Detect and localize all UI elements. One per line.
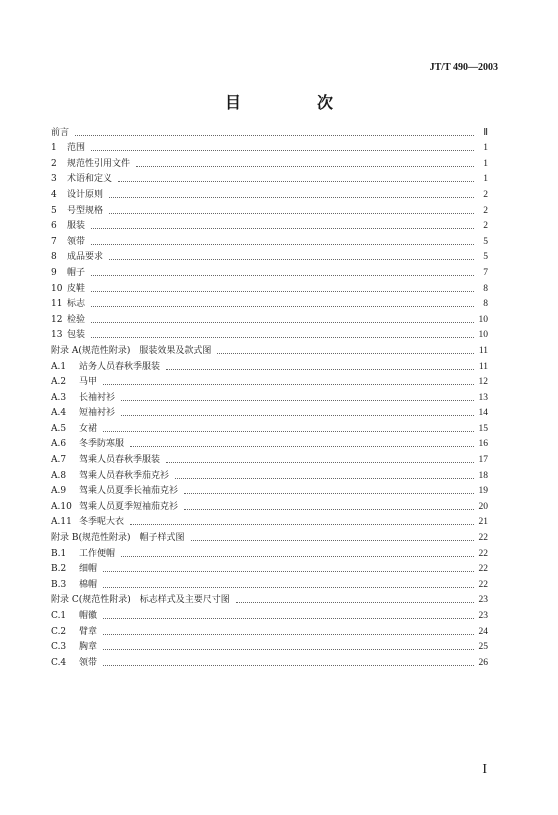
dot-leader	[184, 509, 474, 510]
toc-entry-label: 细帽	[79, 564, 98, 575]
toc-entry-page: 18	[478, 470, 488, 481]
toc-entry-number: C.1	[51, 611, 67, 621]
page-title: 目 次	[224, 93, 363, 112]
toc-entry-page: 17	[478, 455, 488, 466]
toc-entry-page: 24	[478, 626, 488, 637]
toc-entry-page: 15	[478, 423, 488, 434]
toc-entry-number: B.2	[51, 564, 67, 575]
toc-entry-page: 2	[483, 205, 488, 216]
toc-entry-number: B.1	[51, 548, 67, 559]
toc-entry-page: 2	[483, 221, 488, 232]
toc-entry-number: A.11	[51, 517, 72, 528]
toc-entry[interactable]	[51, 263, 488, 279]
toc-entry[interactable]	[51, 170, 488, 186]
toc-entry[interactable]	[51, 201, 488, 217]
toc-entry[interactable]	[51, 217, 488, 233]
toc-entry-label: 包装	[67, 330, 86, 341]
dot-leader	[166, 369, 474, 370]
toc-entry-number: 6	[51, 221, 57, 232]
toc-entry-label: 棉帽	[79, 579, 98, 590]
toc-entry-page: 1	[483, 174, 488, 185]
toc-entry-label: 冬季防寒服	[79, 439, 125, 450]
toc-entry-number: C.2	[51, 626, 67, 637]
toc-entry[interactable]	[51, 123, 488, 139]
toc-entry-number: A.2	[51, 377, 67, 388]
toc-entry-page: Ⅱ	[483, 127, 488, 138]
dot-leader	[217, 353, 474, 354]
toc-entry-page: 11	[478, 345, 488, 356]
toc-entry[interactable]	[51, 295, 488, 311]
toc-entry-page: 7	[483, 267, 488, 278]
dot-leader	[130, 446, 474, 447]
toc-entry[interactable]	[51, 466, 488, 482]
dot-leader	[91, 228, 474, 229]
toc-entry-page: 22	[478, 579, 488, 590]
dot-leader	[91, 306, 474, 307]
toc-entry-page: 23	[478, 595, 488, 606]
toc-entry-number: B.3	[51, 579, 67, 590]
toc-entry-label: 帽徽	[79, 611, 98, 621]
toc-entry[interactable]	[51, 279, 488, 295]
toc-entry-number: 7	[51, 236, 57, 247]
toc-entry-label: 附录 C(规范性附录) 标志样式及主要尺寸图	[51, 595, 230, 606]
toc-entry-number: C.4	[51, 657, 67, 668]
toc-entry-page: 12	[478, 377, 488, 388]
toc-entry[interactable]	[51, 419, 488, 435]
toc-entry-number: 2	[51, 158, 57, 169]
toc-entry[interactable]	[51, 435, 488, 451]
toc-entry-number: A.5	[51, 423, 67, 434]
toc-entry-page: 21	[478, 517, 488, 528]
dot-leader	[191, 540, 475, 541]
dot-leader	[184, 493, 474, 494]
toc-entry-label: 驾乘人员夏季长袖茄克衫	[79, 486, 179, 497]
dot-leader	[118, 181, 474, 182]
toc-entry-page: 14	[478, 408, 488, 419]
toc-entry-label: 臂章	[79, 626, 98, 637]
toc-entry-page: 16	[478, 439, 488, 450]
toc-entry[interactable]	[51, 528, 488, 544]
toc-entry-number: 11	[51, 299, 63, 310]
dot-leader	[175, 478, 474, 479]
toc-entry-label: 皮鞋	[67, 283, 86, 294]
dot-leader	[103, 649, 474, 650]
toc-entry-page: 13	[478, 392, 488, 403]
toc-entry-label: 附录 A(规范性附录) 服装效果及款式图	[51, 345, 212, 356]
dot-leader	[136, 166, 474, 167]
toc-entry-number: A.7	[51, 455, 67, 466]
dot-leader	[91, 337, 474, 338]
toc-entry-label: 马甲	[79, 377, 98, 388]
toc-entry[interactable]	[51, 139, 488, 155]
toc-entry[interactable]	[51, 560, 488, 576]
toc-entry-number: A.9	[51, 486, 67, 497]
dot-leader	[103, 634, 474, 635]
toc-entry[interactable]	[51, 606, 488, 622]
dot-leader	[121, 400, 474, 401]
toc-entry-page: 22	[478, 548, 488, 559]
toc-entry-page: 25	[478, 642, 488, 653]
dot-leader	[109, 197, 474, 198]
toc-entry-label: 驾乘人员春秋季服装	[79, 455, 161, 466]
toc-entry-page: 1	[483, 143, 488, 154]
dot-leader	[121, 556, 474, 557]
toc-entry-label: 冬季呢大衣	[79, 517, 125, 528]
toc-entry-label: 短袖衬衫	[79, 408, 116, 419]
toc-entry-page: 11	[478, 361, 488, 372]
toc-entry-number: A.8	[51, 470, 67, 481]
toc-entry-page: 22	[478, 564, 488, 575]
toc-entry-number: A.10	[51, 501, 72, 512]
toc-entry-page: 5	[483, 252, 488, 263]
toc-entry[interactable]	[51, 513, 488, 529]
dot-leader	[103, 665, 474, 666]
toc-entry-number: 10	[51, 283, 63, 294]
toc-entry[interactable]	[51, 591, 488, 607]
toc-entry[interactable]	[51, 497, 488, 513]
dot-leader	[91, 275, 474, 276]
toc-entry-page: 5	[483, 236, 488, 247]
dot-leader	[91, 244, 474, 245]
dot-leader	[236, 602, 474, 603]
toc-entry-label: 标志	[67, 299, 86, 310]
toc-entry[interactable]	[51, 373, 488, 389]
toc-entry[interactable]	[51, 575, 488, 591]
toc-entry-page: 8	[483, 299, 488, 310]
toc-entry-page: 1	[483, 158, 488, 169]
dot-leader	[109, 259, 474, 260]
toc-entry-label: 成品要求	[67, 252, 104, 263]
page-number: I	[482, 762, 487, 777]
toc-entry[interactable]	[51, 653, 488, 669]
toc-entry-number: 9	[51, 267, 57, 278]
toc-entry-page: 2	[483, 189, 488, 200]
toc-entry[interactable]	[51, 388, 488, 404]
toc-entry-label: 服装	[67, 221, 86, 232]
toc-entry-label: 女裙	[79, 423, 98, 434]
toc-entry[interactable]	[51, 154, 488, 170]
toc-entry-number: 1	[51, 143, 57, 154]
toc-entry-label: 领带	[67, 236, 86, 247]
dot-leader	[103, 384, 474, 385]
toc-entry-number: 4	[51, 189, 57, 200]
toc-entry-label: 检验	[67, 314, 86, 325]
dot-leader	[91, 291, 474, 292]
toc-entry-page: 19	[478, 486, 488, 497]
toc-entry-label: 工作便帽	[79, 548, 116, 559]
dot-leader	[130, 524, 474, 525]
toc-entry-number: 8	[51, 252, 57, 263]
toc-entry-label: 设计原则	[67, 189, 104, 200]
toc-entry-label: 站务人员春秋季服装	[79, 361, 161, 372]
dot-leader	[166, 462, 474, 463]
toc-entry-page: 20	[478, 501, 488, 512]
toc-entry-page: 8	[483, 283, 488, 294]
toc-entry-number: 13	[51, 330, 63, 341]
toc-entry-page: 10	[478, 314, 488, 325]
toc-entry-number: A.4	[51, 408, 67, 419]
toc-entry-label: 规范性引用文件	[67, 158, 131, 169]
toc-entry-number: 5	[51, 205, 57, 216]
toc-entry-label: 帽子	[67, 267, 86, 278]
dot-leader	[103, 431, 474, 432]
toc-entry[interactable]	[51, 404, 488, 420]
toc-entry-label: 范围	[67, 143, 86, 154]
toc-entry[interactable]	[51, 357, 488, 373]
toc-entry-label: 领带	[79, 657, 98, 668]
toc-entry-label: 前言	[51, 127, 70, 138]
toc-entry[interactable]	[51, 638, 488, 654]
dot-leader	[121, 415, 474, 416]
toc-entry-page: 23	[478, 611, 488, 621]
toc-entry[interactable]	[51, 248, 488, 264]
toc-entry[interactable]	[51, 450, 488, 466]
standard-code: JT/T 490—2003	[429, 62, 498, 73]
toc-entry[interactable]	[51, 622, 488, 638]
toc-entry-number: C.3	[51, 642, 67, 653]
dot-leader	[109, 213, 474, 214]
toc-entry-number: 3	[51, 174, 57, 185]
toc-entry-label: 术语和定义	[67, 174, 113, 185]
toc-entry-number: 12	[51, 314, 63, 325]
toc-entry-page: 10	[478, 330, 488, 341]
dot-leader	[103, 571, 474, 572]
toc-entry-number: A.6	[51, 439, 67, 450]
dot-leader	[75, 135, 474, 136]
toc-entry-page: 26	[478, 657, 488, 668]
toc-entry[interactable]	[51, 544, 488, 560]
dot-leader	[91, 150, 474, 151]
toc-entry[interactable]	[51, 232, 488, 248]
toc-entry-page: 22	[478, 533, 488, 544]
toc-entry[interactable]	[51, 341, 488, 357]
toc-entry-label: 胸章	[79, 642, 98, 653]
toc-entry-label: 驾乘人员夏季短袖茄克衫	[79, 501, 179, 512]
toc-entry-label: 长袖衬衫	[79, 392, 116, 403]
table-of-contents	[51, 123, 488, 669]
toc-entry[interactable]	[51, 326, 488, 342]
toc-entry-label: 驾乘人员春秋季茄克衫	[79, 470, 170, 481]
toc-entry-number: A.3	[51, 392, 67, 403]
toc-entry[interactable]	[51, 310, 488, 326]
dot-leader	[103, 618, 474, 619]
toc-entry-label: 号型规格	[67, 205, 104, 216]
toc-entry-number: A.1	[51, 361, 67, 372]
dot-leader	[91, 322, 474, 323]
toc-entry[interactable]	[51, 185, 488, 201]
toc-entry[interactable]	[51, 482, 488, 498]
dot-leader	[103, 587, 474, 588]
toc-entry-label: 附录 B(规范性附录) 帽子样式图	[51, 533, 185, 544]
